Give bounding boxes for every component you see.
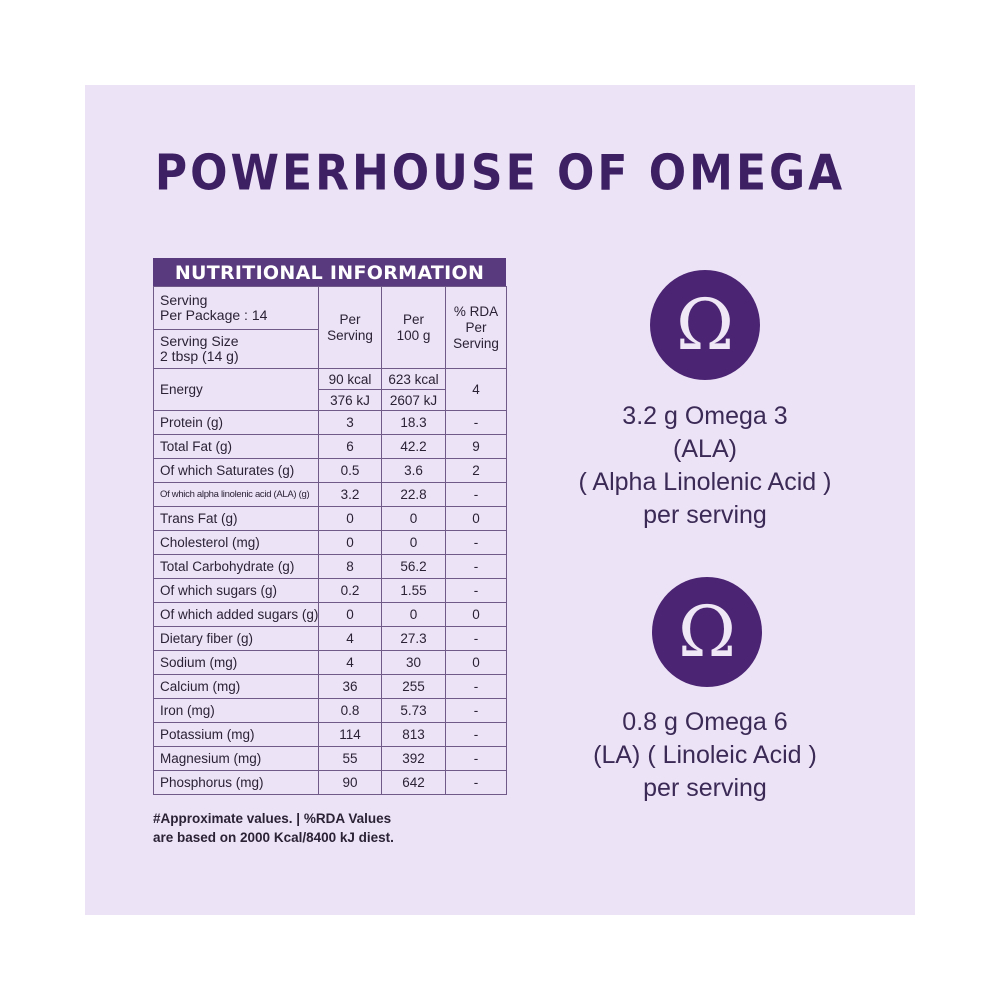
energy-kj-100: 2607 kJ xyxy=(382,390,446,411)
table-row xyxy=(154,603,507,627)
per-100g-value: 3.6 xyxy=(382,459,446,483)
table-row xyxy=(154,555,507,579)
rda-value: - xyxy=(446,411,507,435)
per-serving-value: 3.2 xyxy=(319,483,382,507)
per-serving-value: 0.2 xyxy=(319,579,382,603)
per-100g-value: 255 xyxy=(382,675,446,699)
energy-kcal-100: 623 kcal xyxy=(382,369,446,390)
rda-value: 2 xyxy=(446,459,507,483)
rda-value: - xyxy=(446,699,507,723)
serving-size-value: 2 tbsp (14 g) xyxy=(160,348,239,364)
table-row xyxy=(154,771,507,795)
omega-3-icon: Ω xyxy=(650,270,760,380)
rda-value: - xyxy=(446,555,507,579)
per-serving-value: 0 xyxy=(319,531,382,555)
nutrient-label: Of which Saturates (g) xyxy=(154,459,319,483)
per-100g-value: 642 xyxy=(382,771,446,795)
omega-6-icon: Ω xyxy=(652,577,762,687)
nutrient-label: Of which added sugars (g) xyxy=(154,603,319,627)
per-serving-value: 0 xyxy=(319,507,382,531)
table-row xyxy=(154,411,507,435)
per-serving-value: 0.5 xyxy=(319,459,382,483)
energy-rda: 4 xyxy=(446,369,507,411)
rda-value: - xyxy=(446,771,507,795)
footnote-line-1: #Approximate values. | %RDA Values xyxy=(153,811,392,826)
nutrient-label: Iron (mg) xyxy=(154,699,319,723)
per-100g-value: 18.3 xyxy=(382,411,446,435)
omega-6-name: (LA) ( Linoleic Acid ) xyxy=(593,741,817,769)
nutrient-label: Dietary fiber (g) xyxy=(154,627,319,651)
table-row xyxy=(154,723,507,747)
rda-value: 0 xyxy=(446,651,507,675)
omega-6-text xyxy=(520,706,890,805)
per-serving-value: 55 xyxy=(319,747,382,771)
per-100g-value: 392 xyxy=(382,747,446,771)
rda-value: - xyxy=(446,627,507,651)
rda-value: 9 xyxy=(446,435,507,459)
energy-row xyxy=(154,369,507,390)
per-100g-value: 42.2 xyxy=(382,435,446,459)
serving-size-label: Serving Size xyxy=(160,333,239,349)
omega-3-name: ( Alpha Linolenic Acid ) xyxy=(578,468,832,496)
per-serving-value: 114 xyxy=(319,723,382,747)
nutrient-label: Of which alpha linolenic acid (ALA) (g) xyxy=(154,483,319,507)
table-row xyxy=(154,675,507,699)
col-per-100g: Per 100 g xyxy=(382,287,446,369)
per-serving-value: 4 xyxy=(319,627,382,651)
rda-value: - xyxy=(446,747,507,771)
omega-3-amount: 3.2 g Omega 3 xyxy=(622,402,788,430)
per-100g-value: 0 xyxy=(382,531,446,555)
per-100g-value: 30 xyxy=(382,651,446,675)
nutrient-label: Total Carbohydrate (g) xyxy=(154,555,319,579)
per-serving-value: 90 xyxy=(319,771,382,795)
nutrient-label: Cholesterol (mg) xyxy=(154,531,319,555)
col-per-serving: Per Serving xyxy=(319,287,382,369)
per-100g-value: 813 xyxy=(382,723,446,747)
table-header-row xyxy=(154,287,507,330)
energy-kj-serving: 376 kJ xyxy=(319,390,382,411)
nutrient-label: Protein (g) xyxy=(154,411,319,435)
omega-3-per-serving: per serving xyxy=(643,501,767,529)
table-row xyxy=(154,531,507,555)
per-serving-value: 8 xyxy=(319,555,382,579)
rda-value: - xyxy=(446,723,507,747)
per-100g-value: 1.55 xyxy=(382,579,446,603)
table-row xyxy=(154,627,507,651)
nutrient-label: Potassium (mg) xyxy=(154,723,319,747)
energy-kcal-serving: 90 kcal xyxy=(319,369,382,390)
rda-value: - xyxy=(446,579,507,603)
omega-6-amount: 0.8 g Omega 6 xyxy=(622,708,788,736)
table-row xyxy=(154,507,507,531)
rda-value: - xyxy=(446,531,507,555)
energy-label: Energy xyxy=(154,369,319,411)
per-100g-value: 22.8 xyxy=(382,483,446,507)
per-serving-value: 3 xyxy=(319,411,382,435)
table-row xyxy=(154,699,507,723)
nutrient-label: Trans Fat (g) xyxy=(154,507,319,531)
per-serving-value: 0.8 xyxy=(319,699,382,723)
per-serving-value: 36 xyxy=(319,675,382,699)
rda-value: - xyxy=(446,483,507,507)
nutrient-label: Sodium (mg) xyxy=(154,651,319,675)
nutrient-label: Phosphorus (mg) xyxy=(154,771,319,795)
omega-3-text xyxy=(520,400,890,532)
col-rda: % RDA Per Serving xyxy=(446,287,507,369)
serving-label: Serving xyxy=(160,292,208,308)
rda-value: - xyxy=(446,675,507,699)
nutrient-label: Of which sugars (g) xyxy=(154,579,319,603)
nutrient-label: Total Fat (g) xyxy=(154,435,319,459)
per-100g-value: 56.2 xyxy=(382,555,446,579)
rda-value: 0 xyxy=(446,507,507,531)
per-100g-value: 27.3 xyxy=(382,627,446,651)
per-100g-value: 5.73 xyxy=(382,699,446,723)
per-serving-value: 4 xyxy=(319,651,382,675)
page-title: POWERHOUSE OF OMEGA xyxy=(154,144,846,203)
nutrition-table xyxy=(153,258,506,795)
omega-3-abbr: (ALA) xyxy=(673,435,737,463)
table-row xyxy=(154,435,507,459)
nutrient-label: Magnesium (mg) xyxy=(154,747,319,771)
per-serving-value: 6 xyxy=(319,435,382,459)
omega-6-per-serving: per serving xyxy=(643,774,767,802)
table-heading: NUTRITIONAL INFORMATION xyxy=(153,258,506,286)
table-row xyxy=(154,747,507,771)
serving-per-package: Per Package : 14 xyxy=(160,307,268,323)
table-row xyxy=(154,651,507,675)
table-row xyxy=(154,459,507,483)
table-row xyxy=(154,579,507,603)
footnote xyxy=(153,809,513,847)
rda-value: 0 xyxy=(446,603,507,627)
footnote-line-2: are based on 2000 Kcal/8400 kJ diest. xyxy=(153,830,394,845)
per-serving-value: 0 xyxy=(319,603,382,627)
table-row xyxy=(154,483,507,507)
per-100g-value: 0 xyxy=(382,507,446,531)
nutrient-label: Calcium (mg) xyxy=(154,675,319,699)
per-100g-value: 0 xyxy=(382,603,446,627)
